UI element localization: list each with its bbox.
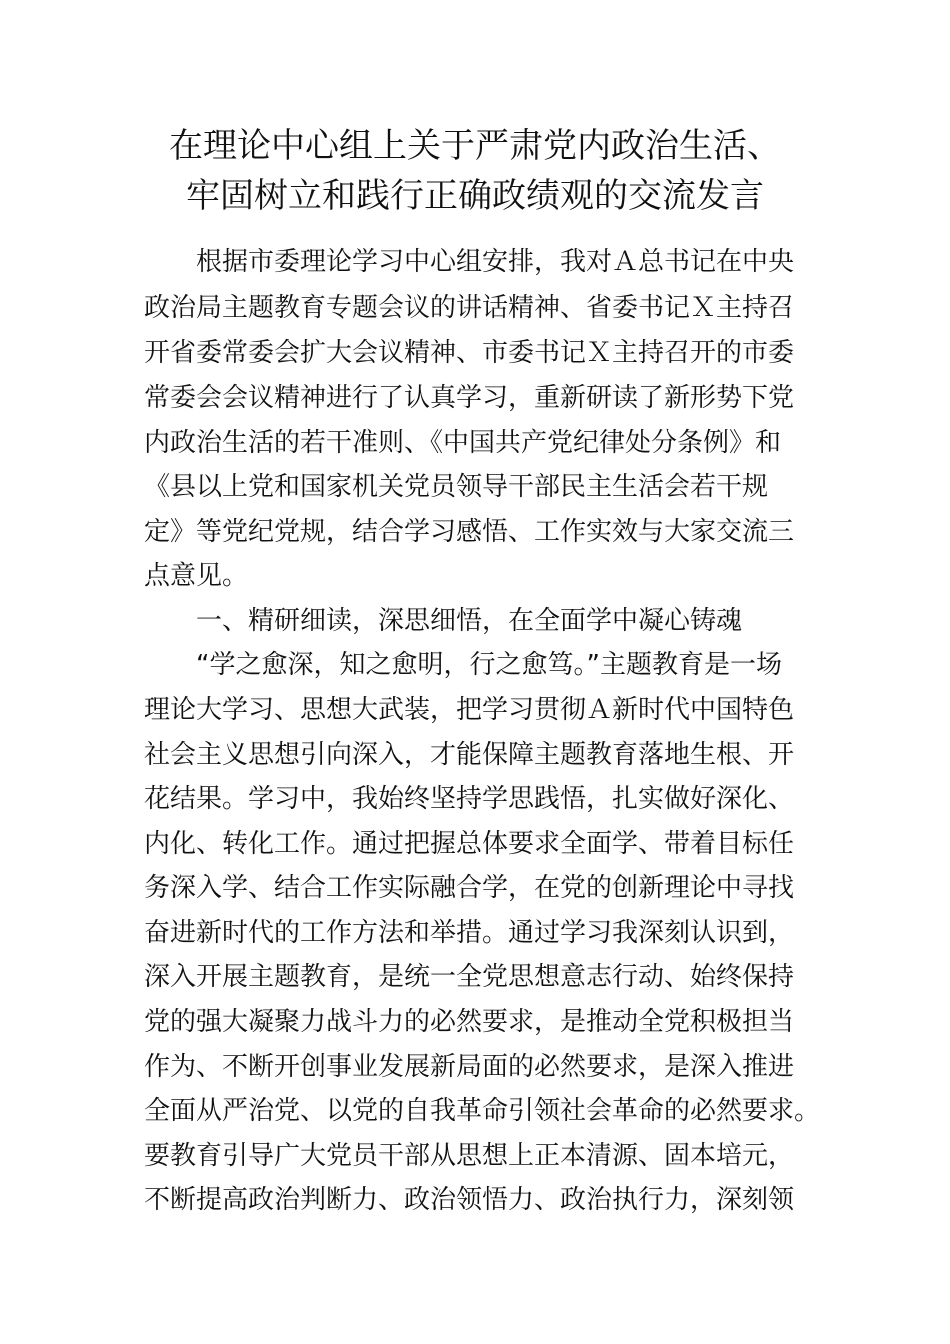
paragraph-line: 社会主义思想引向深入，才能保障主题教育落地生根、开 xyxy=(144,740,795,770)
paragraph-line: 全面从严治党、以党的自我革命引领社会革命的必然要求。 xyxy=(144,1096,821,1126)
paragraph-line: 开省委常委会扩大会议精神、市委书记Ｘ主持召开的市委 xyxy=(144,338,795,368)
paragraph-line: 内政治生活的若干准则、《中国共产党纪律处分条例》和 xyxy=(144,428,782,458)
paragraph-line: 政治局主题教育专题会议的讲话精神、省委书记Ｘ主持召 xyxy=(144,293,795,323)
paragraph-line: 要教育引导广大党员干部从思想上正本清源、固本培元， xyxy=(144,1141,795,1171)
paragraph-line: 深入开展主题教育，是统一全党思想意志行动、始终保持 xyxy=(144,962,795,992)
paragraph-line: 常委会会议精神进行了认真学习，重新研读了新形势下党 xyxy=(144,383,795,413)
paragraph-line: 理论大学习、思想大武装，把学习贯彻Ａ新时代中国特色 xyxy=(144,695,795,725)
document-title-line-1: 在理论中心组上关于严肃党内政治生活、 xyxy=(169,126,781,166)
paragraph-line: 定》等党纪党规，结合学习感悟、工作实效与大家交流三 xyxy=(144,517,795,547)
paragraph-line: 不断提高政治判断力、政治领悟力、政治执行力，深刻领 xyxy=(144,1185,795,1215)
section-heading: 一、精研细读，深思细悟，在全面学中凝心铸魂 xyxy=(196,606,743,636)
document-title-line-2: 牢固树立和践行正确政绩观的交流发言 xyxy=(186,176,764,216)
paragraph-line: “学之愈深，知之愈明，行之愈笃。”主题教育是一场 xyxy=(196,650,782,680)
paragraph-line: 奋进新时代的工作方法和举措。通过学习我深刻认识到， xyxy=(144,918,795,948)
paragraph-line: 根据市委理论学习中心组安排，我对Ａ总书记在中央 xyxy=(196,247,795,277)
paragraph-line: 花结果。学习中，我始终坚持学思践悟，扎实做好深化、 xyxy=(144,784,795,814)
paragraph-line: 内化、转化工作。通过把握总体要求全面学、带着目标任 xyxy=(144,829,795,859)
paragraph-line: 作为、不断开创事业发展新局面的必然要求，是深入推进 xyxy=(144,1052,795,1082)
paragraph-line: 务深入学、结合工作实际融合学，在党的创新理论中寻找 xyxy=(144,873,795,903)
paragraph-line: 党的强大凝聚力战斗力的必然要求，是推动全党积极担当 xyxy=(144,1007,795,1037)
paragraph-line: 点意见。 xyxy=(144,561,249,591)
paragraph-line: 《县以上党和国家机关党员领导干部民主生活会若干规 xyxy=(144,472,769,502)
